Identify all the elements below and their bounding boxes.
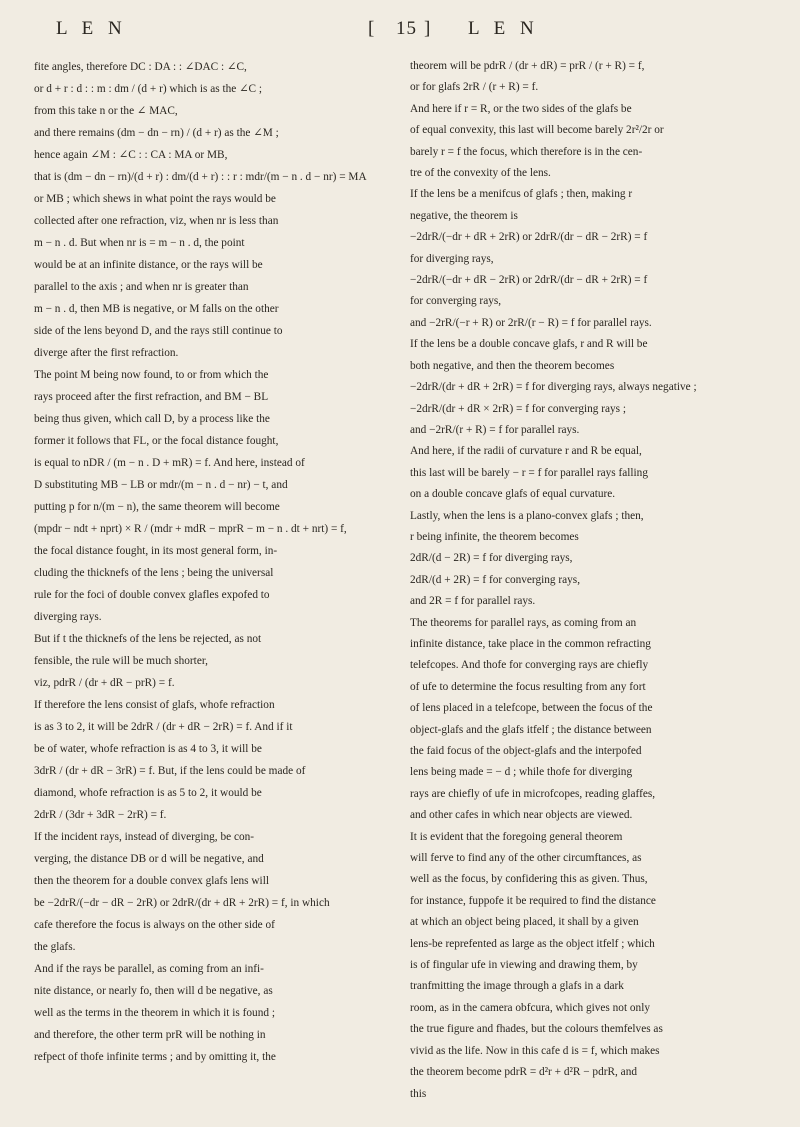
text-line: or for glafs 2rR / (r + R) = f. <box>410 81 539 94</box>
text-line: vivid as the life. Now in this cafe d is = f, which makes <box>410 1044 660 1057</box>
text-line: fite angles, therefore DC : DA : : ∠DAC : ∠C, <box>34 61 247 73</box>
text-line: of equal convexity, this last will become barely 2r²/2r or <box>410 124 664 137</box>
text-line: D substituting MB − LB or mdr/(m − n . d − nr) − t, and <box>34 479 288 491</box>
text-line: If the lens be a menifcus of glafs ; then, making r <box>410 188 633 201</box>
text-line: for diverging rays, <box>410 252 494 265</box>
text-line: If the incident rays, instead of diverging, be con- <box>34 831 255 843</box>
text-line: diverging rays. <box>34 611 102 623</box>
text-line: lens-be reprefented as large as the object itfelf ; which <box>410 937 655 950</box>
header-bracket-close: ] <box>424 18 436 39</box>
text-line: If therefore the lens consist of glafs, whofe refraction <box>34 699 275 711</box>
text-line: being thus given, which call D, by a process like the <box>34 413 270 425</box>
page-number: 15 <box>396 18 417 39</box>
text-line: Lastly, when the lens is a plano-convex glafs ; then, <box>410 509 644 522</box>
text-line: the theorem become pdrR = d²r + d²R − pdrR, and <box>410 1066 637 1079</box>
text-line: parallel to the axis ; and when nr is greater than <box>34 281 249 293</box>
text-line: side of the lens beyond D, and the rays still continue to <box>34 325 283 337</box>
text-line: And here, if the radii of curvature r and R be equal, <box>410 445 642 458</box>
text-line: the focal distance fought, in its most general form, in- <box>34 545 278 557</box>
text-line: And here if r = R, or the two sides of the glafs be <box>410 102 632 115</box>
text-line: m − n . d, then MB is negative, or M falls on the other <box>34 303 279 315</box>
text-line: room, as in the camera obfcura, which gives not only <box>410 1001 650 1014</box>
text-line: putting p for n/(m − n), the same theorem will become <box>34 501 280 513</box>
text-line: And if the rays be parallel, as coming from an infi- <box>34 963 264 975</box>
text-line: diverge after the first refraction. <box>34 347 179 359</box>
text-line: It is evident that the foregoing general theorem <box>410 830 623 843</box>
text-line: viz, pdrR / (dr + dR − prR) = f. <box>34 677 175 689</box>
text-line: tre of the convexity of the lens. <box>410 167 551 180</box>
text-line: that is (dm − dn − rn)/(d + r) : dm/(d + r) : : r : mdr/(m − n . d − nr) = MA <box>34 171 367 183</box>
text-line: diamond, whofe refraction is as 5 to 2, it would be <box>34 787 262 799</box>
text-line: the true figure and fhades, but the colours themfelves as <box>410 1023 663 1036</box>
text-line: cafe therefore the focus is always on the other side of <box>34 919 275 931</box>
text-line: would be at an infinite distance, or the rays will be <box>34 259 263 271</box>
text-line: the glafs. <box>34 941 76 953</box>
text-line: The theorems for parallel rays, as coming from an <box>410 616 637 629</box>
text-line: The point M being now found, to or from which the <box>34 369 269 381</box>
left-column <box>34 56 389 1068</box>
text-line: and −2rR/(r + R) = f for parallel rays. <box>410 423 580 436</box>
text-line: barely r = f the focus, which therefore is in the cen- <box>410 145 643 158</box>
text-line: tranfmitting the image through a glafs in a dark <box>410 980 624 993</box>
text-line: fensible, the rule will be much shorter, <box>34 655 208 667</box>
text-line: this <box>410 1087 427 1100</box>
text-line: rule for the foci of double convex glafles expofed to <box>34 589 270 601</box>
text-line: 2dR/(d − 2R) = f for diverging rays, <box>410 552 573 565</box>
text-line: object-glafs and the glafs itfelf ; the distance between <box>410 723 652 736</box>
text-line: or MB ; which shews in what point the rays would be <box>34 193 276 205</box>
text-line: −2drR/(dr + dR × 2rR) = f for converging rays ; <box>410 402 627 415</box>
text-line: m − n . d. But when nr is = m − n . d, the point <box>34 237 245 249</box>
text-line: lens being made = − d ; while thofe for diverging <box>410 766 633 779</box>
running-header <box>0 18 800 44</box>
text-line: and therefore, the other term prR will be nothing in <box>34 1029 266 1041</box>
text-line: for converging rays, <box>410 295 502 308</box>
text-line: cluding the thicknefs of the lens ; being the universal <box>34 567 274 579</box>
header-bracket-open: [ <box>368 18 380 39</box>
text-line: 2dR/(d + 2R) = f for converging rays, <box>410 573 581 586</box>
text-line: But if t the thicknefs of the lens be rejected, as not <box>34 633 262 645</box>
text-line: r being infinite, the theorem becomes <box>410 530 579 543</box>
text-line: theorem will be pdrR / (dr + dR) = prR / (r + R) = f, <box>410 60 645 72</box>
text-line: refpect of thofe infinite terms ; and by omitting it, the <box>34 1051 276 1063</box>
text-line: of ufe to determine the focus resulting from any fort <box>410 680 646 693</box>
text-line: −2drR/(dr + dR + 2rR) = f for diverging rays, always negative ; <box>410 381 697 394</box>
text-line: from this take n or the ∠ MAC, <box>34 105 178 117</box>
text-line: be −2drR/(−dr − dR − 2rR) or 2drR/(dr + dR + 2rR) = f, in which <box>34 897 330 909</box>
header-right-word: L E N <box>468 18 539 39</box>
text-line: is equal to nDR / (m − n . D + mR) = f. And here, instead of <box>34 457 305 469</box>
text-line: telefcopes. And thofe for converging rays are chiefly <box>410 659 649 672</box>
text-line: infinite distance, take place in the common refracting <box>410 637 651 650</box>
text-line: will ferve to find any of the other circumftances, as <box>410 852 642 865</box>
text-line: at which an object being placed, it shall by a given <box>410 916 639 929</box>
header-left-word: L E N <box>56 18 127 39</box>
text-line: negative, the theorem is <box>410 209 518 222</box>
text-line: well as the terms in the theorem in which it is found ; <box>34 1007 275 1019</box>
text-line: both negative, and then the theorem becomes <box>410 359 615 372</box>
text-line: or d + r : d : : m : dm / (d + r) which is as the ∠C ; <box>34 83 263 95</box>
text-line: is of fingular ufe in viewing and drawing them, by <box>410 959 638 972</box>
text-line: for instance, fuppofe it be required to find the distance <box>410 894 656 907</box>
text-line: and −2rR/(−r + R) or 2rR/(r − R) = f for parallel rays. <box>410 316 652 329</box>
text-line: the faid focus of the object-glafs and the interpofed <box>410 745 642 757</box>
text-line: 2drR / (3dr + 3dR − 2rR) = f. <box>34 809 167 821</box>
text-line: collected after one refraction, viz, when nr is less than <box>34 215 279 227</box>
text-line: this last will be barely − r = f for parallel rays falling <box>410 466 648 479</box>
right-column <box>410 56 765 1105</box>
text-line: of lens placed in a telefcope, between the focus of the <box>410 702 653 715</box>
text-line: hence again ∠M : ∠C : : CA : MA or MB, <box>34 149 228 161</box>
text-line: 3drR / (dr + dR − 3rR) = f. But, if the lens could be made of <box>34 765 306 777</box>
text-line: (mpdr − ndt + nprt) × R / (mdr + mdR − mprR − m − n . dt + nrt) = f, <box>34 523 347 535</box>
text-line: then the theorem for a double convex glafs lens will <box>34 875 269 887</box>
text-line: rays proceed after the first refraction, and BM − BL <box>34 391 269 403</box>
text-line: well as the focus, by confidering this as given. Thus, <box>410 873 648 886</box>
text-line: and 2R = f for parallel rays. <box>410 595 536 608</box>
text-line: and there remains (dm − dn − rn) / (d + r) as the ∠M ; <box>34 127 279 139</box>
text-line: rays are chiefly of ufe in microfcopes, reading glaffes, <box>410 787 656 800</box>
text-line: is as 3 to 2, it will be 2drR / (dr + dR − 2rR) = f. And if it <box>34 721 293 733</box>
text-line: former it follows that FL, or the focal distance fought, <box>34 435 279 447</box>
text-line: nite distance, or nearly fo, then will d be negative, as <box>34 985 273 997</box>
text-line: and other cafes in which near objects are viewed. <box>410 809 633 822</box>
text-line: If the lens be a double concave glafs, r and R will be <box>410 338 648 351</box>
text-line: verging, the distance DB or d will be negative, and <box>34 853 264 865</box>
text-line: be of water, whofe refraction is as 4 to 3, it will be <box>34 743 262 755</box>
text-line: −2drR/(−dr + dR + 2rR) or 2drR/(dr − dR − 2rR) = f <box>410 231 648 244</box>
text-line: −2drR/(−dr + dR − 2rR) or 2drR/(dr − dR + 2rR) = f <box>410 274 648 287</box>
text-line: on a double concave glafs of equal curvature. <box>410 488 616 501</box>
